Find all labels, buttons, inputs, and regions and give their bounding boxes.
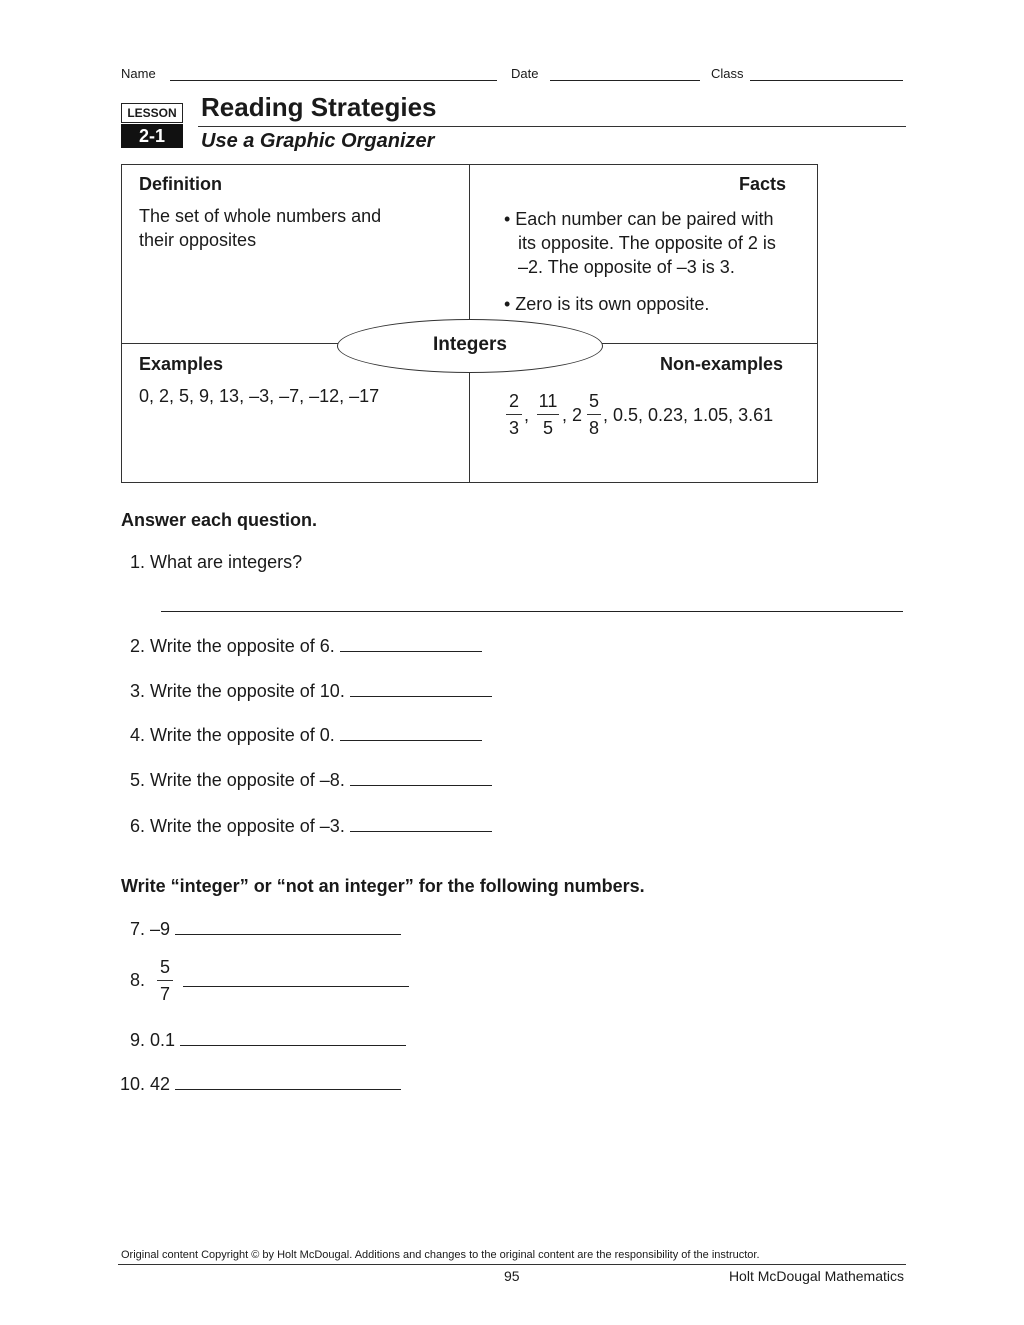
date-label: Date bbox=[511, 66, 539, 81]
fraction-numerator: 11 bbox=[538, 391, 558, 411]
question-text: Write the opposite of 10. bbox=[150, 681, 345, 701]
fraction-two-thirds bbox=[504, 390, 524, 439]
item-9 bbox=[130, 1028, 406, 1052]
fraction-numerator: 5 bbox=[588, 391, 599, 411]
facts-bullet-2: • Zero is its own opposite. bbox=[504, 294, 710, 314]
non-examples-separator: , 2 bbox=[562, 405, 583, 425]
facts-line: • Each number can be paired with bbox=[504, 209, 774, 229]
facts-heading: Facts bbox=[739, 174, 787, 194]
answer-blank[interactable] bbox=[175, 1073, 401, 1090]
fraction-denominator: 5 bbox=[542, 418, 553, 438]
fraction-eleven-fifths bbox=[535, 390, 561, 439]
section-2-heading: Write “integer” or “not an integer” for the following numbers. bbox=[121, 876, 645, 896]
question-number: 4. bbox=[130, 725, 146, 745]
item-8-number: 8. bbox=[130, 970, 146, 990]
copyright-notice: Original content Copyright © by Holt McDougal. Additions and changes to the original content are the responsibility of the instructor. bbox=[121, 1249, 760, 1261]
item-value: –9 bbox=[150, 919, 171, 939]
answer-line-8[interactable] bbox=[183, 986, 409, 987]
fraction-bar bbox=[537, 414, 559, 415]
lesson-number: 2-1 bbox=[121, 124, 183, 148]
question-number: 2. bbox=[130, 636, 146, 656]
question-text: Write the opposite of 6. bbox=[150, 636, 335, 656]
fraction-denominator: 7 bbox=[159, 984, 170, 1004]
non-examples-heading: Non-examples bbox=[660, 354, 784, 374]
examples-heading: Examples bbox=[139, 354, 224, 374]
fraction-denominator: 8 bbox=[588, 418, 599, 438]
question-text: Write the opposite of –3. bbox=[150, 816, 345, 836]
question-3 bbox=[130, 679, 492, 703]
answer-blank[interactable] bbox=[340, 724, 482, 741]
fraction-numerator: 2 bbox=[508, 391, 519, 411]
fraction-five-sevenths bbox=[155, 956, 175, 1005]
answer-blank[interactable] bbox=[350, 680, 492, 697]
answer-blank[interactable] bbox=[340, 635, 482, 652]
question-number: 1. bbox=[130, 552, 146, 572]
definition-heading: Definition bbox=[139, 174, 222, 194]
question-2 bbox=[130, 634, 482, 658]
definition-line: The set of whole numbers and bbox=[139, 206, 382, 226]
non-examples-decimals: , 0.5, 0.23, 1.05, 3.61 bbox=[603, 405, 774, 425]
answer-blank[interactable] bbox=[350, 769, 492, 786]
integers-label: Integers bbox=[433, 334, 507, 355]
item-7 bbox=[130, 917, 401, 941]
page-subtitle: Use a Graphic Organizer bbox=[201, 130, 435, 152]
item-number: 10. bbox=[120, 1074, 146, 1094]
facts-bullet-1 bbox=[504, 207, 776, 279]
fraction-bar bbox=[587, 414, 601, 415]
question-text: Write the opposite of 0. bbox=[150, 725, 335, 745]
fraction-bar bbox=[157, 980, 173, 981]
question-text: Write the opposite of –8. bbox=[150, 770, 345, 790]
fraction-numerator: 5 bbox=[159, 957, 170, 977]
publisher-name: Holt McDougal Mathematics bbox=[728, 1268, 904, 1284]
question-text: What are integers? bbox=[150, 552, 303, 572]
facts-line: –2. The opposite of –3 is 3. bbox=[518, 257, 735, 277]
question-number: 5. bbox=[130, 770, 146, 790]
title-divider bbox=[198, 126, 906, 127]
answer-blank[interactable] bbox=[350, 815, 492, 832]
item-value: 0.1 bbox=[150, 1030, 176, 1050]
name-label: Name bbox=[121, 66, 156, 81]
facts-line: its opposite. The opposite of 2 is bbox=[518, 233, 776, 253]
non-examples-separator: , bbox=[524, 405, 530, 425]
section-1-heading: Answer each question. bbox=[121, 510, 318, 530]
item-10 bbox=[120, 1072, 401, 1096]
class-field[interactable] bbox=[750, 80, 903, 81]
question-1 bbox=[130, 550, 302, 574]
examples-text: 0, 2, 5, 9, 13, –3, –7, –12, –17 bbox=[139, 386, 380, 406]
lesson-tag: LESSON bbox=[121, 103, 183, 123]
definition-line: their opposites bbox=[139, 230, 257, 250]
fraction-five-eighths bbox=[585, 390, 603, 439]
fraction-bar bbox=[506, 414, 522, 415]
page-number: 95 bbox=[504, 1268, 520, 1284]
answer-line-1[interactable] bbox=[161, 611, 903, 612]
definition-text bbox=[139, 204, 381, 252]
question-number: 3. bbox=[130, 681, 146, 701]
question-4 bbox=[130, 723, 482, 747]
question-6 bbox=[130, 814, 492, 838]
item-number: 7. bbox=[130, 919, 146, 939]
question-5 bbox=[130, 768, 492, 792]
item-value: 42 bbox=[150, 1074, 171, 1094]
class-label: Class bbox=[711, 66, 744, 81]
question-number: 6. bbox=[130, 816, 146, 836]
date-field[interactable] bbox=[550, 80, 700, 81]
item-number: 9. bbox=[130, 1030, 146, 1050]
fraction-denominator: 3 bbox=[508, 418, 519, 438]
answer-blank[interactable] bbox=[175, 918, 401, 935]
name-field[interactable] bbox=[170, 80, 497, 81]
answer-blank[interactable] bbox=[180, 1029, 406, 1046]
page-title: Reading Strategies bbox=[201, 92, 437, 122]
footer-divider bbox=[118, 1264, 906, 1265]
